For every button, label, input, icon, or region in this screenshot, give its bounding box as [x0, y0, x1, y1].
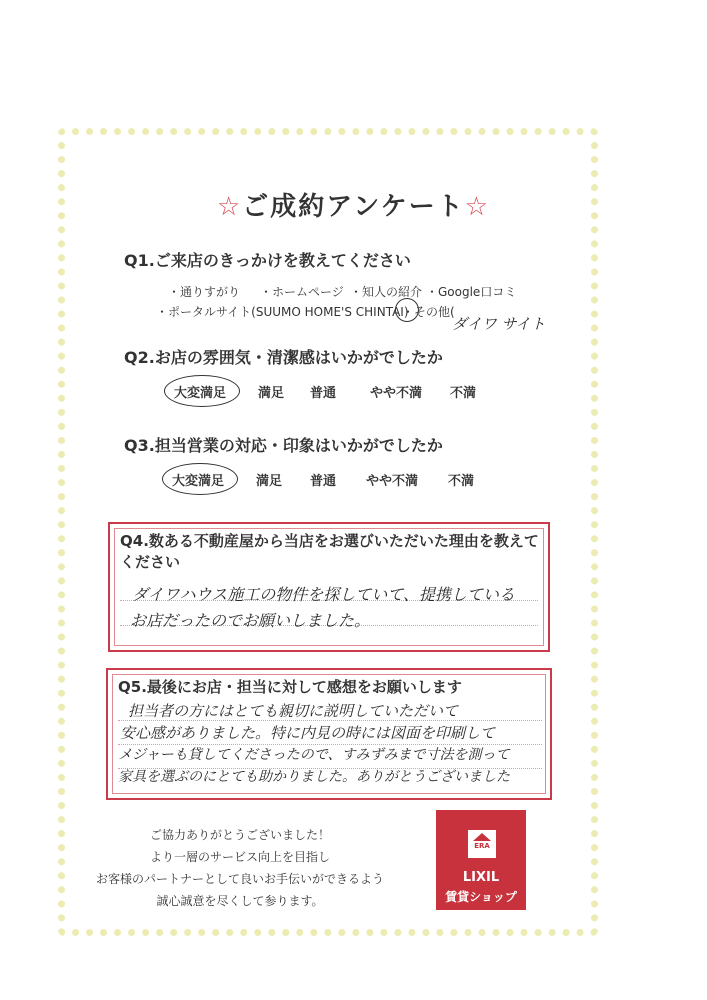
q5-answer-line: メジャーも貸してくださったので、すみずみまで寸法を測って [118, 747, 510, 763]
q3-rating: 不満 [448, 474, 475, 489]
q5-answer-line: 担当者の方にはとても親切に説明していただいて [128, 702, 459, 720]
era-house-icon: ERA [468, 830, 496, 858]
q5-answer-line: 安心感がありました。特に内見の時には図面を印刷して [120, 724, 496, 742]
handwritten-other-answer: ダイワ サイト [452, 315, 546, 333]
survey-title: ☆ご成約アンケート☆ [216, 192, 491, 222]
logo-brand: LIXIL [462, 870, 500, 885]
closing-line: 誠心誠意を尽くして参ります。 [156, 894, 324, 908]
logo-shop-name: 賃貸ショップ [445, 890, 517, 904]
q4-answer-line: ダイワハウス施工の物件を探していて、提携している [132, 585, 515, 604]
selection-circle [162, 463, 238, 495]
q3-question: Q3.担当営業の対応・印象はいかがでしたか [124, 436, 443, 455]
q4-question-cont: ください [120, 553, 181, 571]
q2-rating: 普通 [310, 386, 337, 401]
q1-option-other: ・その他( [402, 305, 455, 319]
q1-option: ・ポータルサイト(SUUMO HOME'S CHINTAI) [156, 305, 409, 319]
q1-question: Q1.ご来店のきっかけを教えてください [124, 251, 411, 270]
q1-option: ・通りすがり [168, 285, 241, 299]
q1-option: ・ホームページ [260, 285, 344, 299]
lixil-logo [436, 810, 526, 910]
q2-question: Q2.お店の雰囲気・清潔感はいかがでしたか [124, 348, 443, 367]
q2-rating: やや不満 [370, 386, 423, 401]
q4-question: Q4.数ある不動産屋から当店をお選びいただいた理由を教えて [120, 532, 539, 550]
selection-circle [164, 375, 240, 407]
q1-option: ・Google口コミ [426, 285, 517, 299]
q4-answer-line: お店だったのでお願いしました。 [130, 611, 371, 630]
closing-line: ご協力ありがとうございました！ [149, 828, 330, 842]
closing-line: お客様のパートナーとして良いお手伝いができるよう [95, 872, 384, 886]
q1-option: ・知人の紹介 [350, 285, 423, 299]
q5-answer-line: 家具を選ぶのにとても助かりました。ありがとうございました [118, 769, 510, 785]
q3-rating: 大変満足 [172, 474, 225, 489]
selection-circle [395, 298, 419, 322]
q2-rating: 不満 [450, 386, 477, 401]
q2-rating: 大変満足 [174, 386, 227, 401]
q3-rating: やや不満 [366, 474, 419, 489]
closing-line: より一層のサービス向上を目指し [149, 850, 330, 864]
q2-rating: 満足 [258, 386, 285, 401]
q5-question: Q5.最後にお店・担当に対して感想をお願いします [118, 678, 462, 696]
q3-rating: 普通 [310, 474, 337, 489]
q3-rating: 満足 [256, 474, 283, 489]
